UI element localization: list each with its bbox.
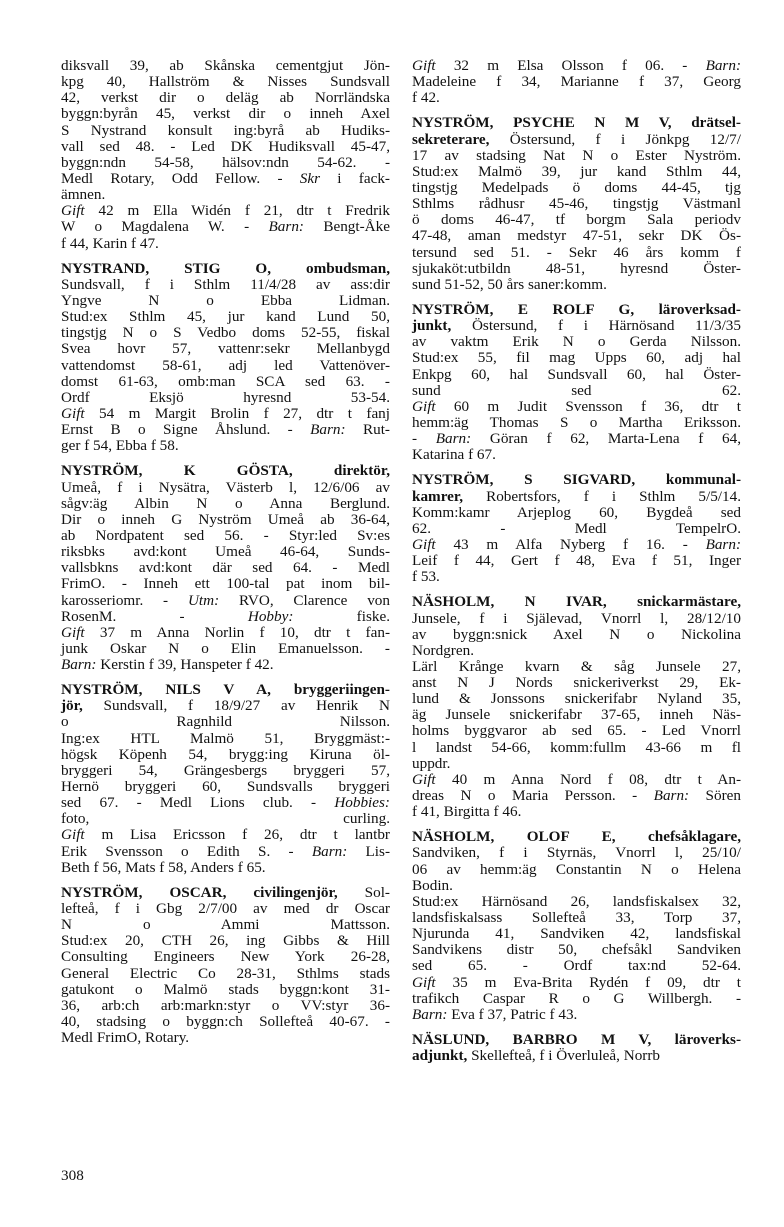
text-line (61, 682, 390, 698)
right-column (412, 58, 741, 1064)
text-line (61, 933, 390, 949)
line-text: ö doms 46-47, tf borgm Sala periodv (412, 211, 741, 229)
line-text: diksvall 39, ab Skånska cementgjut Jön- (61, 57, 390, 74)
line-text: Östersund, f i Jönkpg 12/7/ (489, 130, 741, 148)
entry-heading-text: NYSTRÖM, E ROLF G, läroverksad- (412, 300, 741, 318)
line-text: Bodin. (412, 876, 453, 894)
biography-entry (61, 682, 390, 876)
text-line (61, 885, 390, 901)
line-text: Stud:ex Sthlm 45, jur kand Lund 50, (61, 308, 390, 326)
text-line (412, 334, 741, 350)
text-line (412, 115, 741, 131)
line-text: tingstjg Medelpads ö doms 44-45, tjg (412, 178, 741, 196)
italic-label: Gift (61, 623, 85, 641)
text-line (412, 132, 741, 148)
text-line (61, 293, 390, 309)
line-text: lund & Jonssons snickerifabr Nyland 35, (412, 690, 741, 708)
text-line (412, 1048, 741, 1064)
entry-heading-text: jör, (61, 697, 83, 715)
italic-label: Barn: (310, 421, 346, 439)
text-line (61, 187, 390, 203)
text-line (412, 472, 741, 488)
line-text: Stud:ex Malmö 39, jur kand Sthlm 44, (412, 162, 741, 180)
line-text: landsfiskalsass Sollefteå 33, Torp 37, (412, 909, 741, 927)
text-line (61, 463, 390, 479)
text-line (61, 731, 390, 747)
text-line (61, 236, 390, 252)
line-text: riksbks avd:kont Umeå 46-64, Sunds- (61, 543, 390, 561)
line-text: Svea hovr 57, vattenr:sekr Mellanbygd (61, 340, 390, 358)
biography-entry (61, 261, 390, 455)
line-text: Stud:ex 55, fil mag Upps 60, adj hal (412, 349, 741, 367)
line-text: byggn:ndn 54-58, hälsov:ndn 54-62. - (61, 153, 390, 171)
text-line (412, 148, 741, 164)
text-line (412, 627, 741, 643)
text-line (412, 447, 741, 463)
line-text: byggn:byrån 45, verkst dir o inneh Axel (61, 105, 390, 123)
line-text: 40 m Anna Nord f 08, dtr t An- (435, 770, 741, 788)
text-line (412, 1032, 741, 1048)
entry-heading-text: NYSTRÖM, NILS V A, bryggeriingen- (61, 681, 390, 699)
italic-label: Barn: (412, 1005, 448, 1023)
text-line (61, 155, 390, 171)
text-line (61, 171, 390, 187)
entry-heading-text: NYSTRÖM, PSYCHE N M V, drätsel- (412, 114, 741, 132)
line-text: Göran f 62, Marta-Lena f 64, (471, 430, 741, 448)
line-text: bryggeri 54, Grängesbergs bryggeri 57, (61, 761, 390, 779)
line-text: W o Magdalena W. - (61, 218, 269, 236)
text-line (61, 576, 390, 592)
line-text: tersund sed 51. - Sekr 46 års komm f (412, 243, 741, 261)
italic-label: Barn: (435, 430, 472, 448)
text-line (412, 489, 741, 505)
line-text: Robertsfors, f i Sthlm 5/5/14. (463, 487, 741, 505)
line-text: sund sed 62. (412, 381, 741, 399)
text-line (412, 804, 741, 820)
text-line (412, 707, 741, 723)
text-line (412, 399, 741, 415)
text-line (61, 261, 390, 277)
biography-entry (412, 472, 741, 585)
text-line (61, 966, 390, 982)
line-text: fiske. (293, 607, 391, 625)
biography-entry (412, 115, 741, 293)
italic-label: Skr (299, 169, 321, 187)
entry-heading-text: adjunkt, (412, 1047, 468, 1065)
line-text: vallsbkns avd:kont där sed 64. - Medl (61, 559, 390, 577)
text-line (61, 763, 390, 779)
biography-entry (412, 1032, 741, 1064)
text-line (61, 998, 390, 1014)
text-line (61, 560, 390, 576)
italic-label: Utm: (187, 591, 220, 609)
text-line (412, 845, 741, 861)
line-text: Kerstin f 39, Hanspeter f 42. (96, 656, 274, 674)
line-text: 54 m Margit Brolin f 27, dtr t fanj (84, 404, 390, 422)
text-line (61, 779, 390, 795)
line-text: uppdr. (412, 754, 451, 772)
italic-label: Gift (412, 535, 436, 553)
line-text: 06 av hemm:äg Constantin N o Helena (412, 860, 741, 878)
text-line (412, 942, 741, 958)
line-text: i fack- (320, 169, 390, 187)
line-text: Leif f 44, Gert f 48, Eva f 51, Inger (412, 552, 741, 570)
entry-heading-text: kamrer, (412, 487, 464, 505)
text-line (412, 740, 741, 756)
entry-heading-text: NYSTRÖM, S SIGVARD, kommunal- (412, 471, 741, 489)
line-text: FrimO. - Inneh ett 100-tal pat inom bil- (61, 575, 390, 593)
text-line (412, 975, 741, 991)
line-text: m Lisa Ericsson f 26, dtr t lantbr (84, 826, 390, 844)
line-text: - (412, 430, 436, 448)
line-text: Enkpg 60, hal Sundsvall 60, hal Öster- (412, 365, 741, 383)
text-line (61, 593, 390, 609)
text-line (61, 641, 390, 657)
text-line (412, 991, 741, 1007)
text-line (61, 74, 390, 90)
line-text: ger f 54, Ebba f 58. (61, 437, 179, 455)
line-text: av vaktm Erik N o Gerda Nilsson. (412, 333, 741, 351)
line-text: karosseriomr. - (61, 591, 188, 609)
line-text: Umeå, f i Nysätra, Västerb l, 12/6/06 av (61, 478, 390, 496)
line-text: Ordf Eksjö hyresnd 53-54. (61, 388, 390, 406)
text-line (412, 261, 741, 277)
line-text: Madeleine f 34, Marianne f 37, Georg (412, 73, 741, 91)
text-line (61, 714, 390, 730)
line-text: Komm:kamr Arjeplog 60, Bygdeå sed (412, 503, 741, 521)
text-line (61, 203, 390, 219)
text-line (412, 926, 741, 942)
entry-heading-text: NYSTRÖM, K GÖSTA, direktör, (61, 462, 390, 480)
text-line (61, 325, 390, 341)
text-line (61, 58, 390, 74)
text-line (412, 1007, 741, 1023)
italic-label: Gift (412, 57, 436, 74)
line-text: f 44, Karin f 47. (61, 234, 159, 252)
line-text: 37 m Anna Norlin f 10, dtr t fan- (84, 623, 390, 641)
line-text: äg Junsele snickerifabr 37-65, inneh Näs- (412, 706, 741, 724)
text-line (412, 910, 741, 926)
text-line (61, 374, 390, 390)
text-line (412, 196, 741, 212)
text-line (61, 1014, 390, 1030)
line-text: foto, curling. (61, 810, 390, 828)
line-text: kpg 40, Hallström & Nisses Sundsvall (61, 73, 390, 91)
text-line (412, 74, 741, 90)
line-text: N o Ammi Mattsson. (61, 916, 390, 934)
entry-heading-text: NÄSLUND, BARBRO M V, läroverks- (412, 1031, 741, 1049)
line-text: sund 51-52, 50 års saner:komm. (412, 275, 607, 293)
text-line (412, 537, 741, 553)
italic-label: Gift (412, 973, 436, 991)
line-text: Sthlms rådhusr 45-46, tingstjg Västmanl (412, 195, 741, 213)
text-line (61, 438, 390, 454)
line-text: f 53. (412, 568, 440, 586)
line-text: domst 61-63, omb:man SCA sed 63. - (61, 372, 390, 390)
text-line (412, 302, 741, 318)
line-text: tingstjg N o S Vedbo doms 52-55, fiskal (61, 324, 390, 342)
text-line (61, 358, 390, 374)
line-text: gatukont o Malmö stads byggn:kont 31- (61, 980, 390, 998)
text-line (412, 829, 741, 845)
italic-label: Barn: (311, 842, 348, 860)
line-text: Sundsvall, f 18/9/27 av Henrik N (82, 697, 390, 715)
line-text: 35 m Eva-Brita Rydén f 09, dtr t (435, 973, 741, 991)
text-line (412, 611, 741, 627)
line-text: Sol- (337, 883, 390, 901)
text-line (61, 747, 390, 763)
line-text: vattendomst 58-61, adj led Vattenöver- (61, 356, 390, 374)
italic-label: Gift (412, 397, 436, 415)
line-text: Bengt-Åke (303, 218, 390, 236)
text-line (61, 609, 390, 625)
entry-heading-text: NÄSHOLM, OLOF E, chefsåklagare, (412, 828, 741, 846)
line-text: Ernst B o Signe Åhslund. - (61, 421, 311, 439)
line-text: 42 m Ella Widén f 21, dtr t Fredrik (84, 202, 390, 220)
line-text: ab Nordpatent sed 56. - Styr:led Sv:es (61, 526, 390, 544)
text-line (412, 415, 741, 431)
text-line (412, 788, 741, 804)
text-line (61, 698, 390, 714)
line-text: 32 m Elsa Olsson f 06. - (435, 57, 706, 74)
line-text: 60 m Judit Svensson f 36, dtr t (435, 397, 741, 415)
biography-entry (412, 829, 741, 1023)
line-text: Rut- (345, 421, 390, 439)
text-line (61, 827, 390, 843)
line-text: junk Oskar N o Elin Emanuelsson. - (61, 639, 390, 657)
text-line (61, 496, 390, 512)
text-line (412, 505, 741, 521)
text-line (412, 383, 741, 399)
text-line (61, 625, 390, 641)
line-text: RVO, Clarence von (219, 591, 390, 609)
biography-entry (412, 58, 741, 106)
text-line (412, 594, 741, 610)
line-text: Lärl Krånge kvarn & såg Junsele 27, (412, 657, 741, 675)
text-line (61, 390, 390, 406)
line-text: Nordgren. (412, 641, 474, 659)
line-text: 42, verkst dir o deläg ab Norrländska (61, 89, 390, 107)
text-line (412, 756, 741, 772)
line-text: 47-48, aman medstyr 47-51, sekr DK Ös- (412, 227, 741, 245)
text-line (61, 341, 390, 357)
text-line (412, 277, 741, 293)
entry-heading-text: NYSTRÖM, OSCAR, civilingenjör, (61, 883, 338, 901)
line-text: RosenM. - (61, 607, 248, 625)
line-text: högsk Köpenh 54, brygg:ing Kiruna öl- (61, 745, 390, 763)
text-line (61, 949, 390, 965)
text-line (61, 860, 390, 876)
line-text: Njurunda 41, Sandviken 42, landsfiskal (412, 925, 741, 943)
italic-label: Hobby: (247, 607, 294, 625)
text-line (412, 431, 741, 447)
text-line (61, 1030, 390, 1046)
left-column (61, 58, 390, 1046)
text-line (412, 90, 741, 106)
line-text: vall sed 48. - Led DK Hudiksvall 45-47, (61, 137, 390, 155)
italic-label: Barn: (705, 535, 741, 553)
entry-heading-text: NYSTRAND, STIG O, ombudsman, (61, 259, 390, 277)
biography-entry (61, 463, 390, 673)
line-text: Ing:ex HTL Malmö 51, Bryggmäst:- (61, 729, 390, 747)
italic-label: Gift (61, 202, 85, 220)
line-text: l landst 54-66, komm:fullm 43-66 m fl (412, 738, 741, 756)
text-line (61, 219, 390, 235)
biography-entry (412, 594, 741, 820)
italic-label: Gift (61, 826, 85, 844)
text-line (412, 164, 741, 180)
text-line (61, 544, 390, 560)
text-line (412, 245, 741, 261)
line-text: dreas N o Maria Persson. - (412, 787, 654, 805)
text-line (412, 659, 741, 675)
text-line (412, 691, 741, 707)
line-text: S Nystrand konsult ing:byrå ab Hudiks- (61, 121, 390, 139)
text-line (61, 982, 390, 998)
line-text: Dir o inneh G Nyström Umeå ab 36-64, (61, 510, 390, 528)
italic-label: Barn: (268, 218, 304, 236)
page-number: 308 (61, 1167, 84, 1184)
line-text: Yngve N o Ebba Lidman. (61, 291, 390, 309)
line-text: Medl Rotary, Odd Fellow. - (61, 169, 300, 187)
line-text: trafikch Caspar R o G Willbergh. - (412, 989, 741, 1007)
text-line (412, 350, 741, 366)
italic-label: Barn: (705, 57, 741, 74)
line-text: 36, arb:ch arb:markn:styr o VV:styr 36- (61, 996, 390, 1014)
italic-label: Gift (61, 404, 85, 422)
line-text: Lis- (347, 842, 390, 860)
entry-heading-text: junkt, (412, 317, 452, 335)
line-text: anst N J Nords snickeriverkst 29, Ek- (412, 674, 741, 692)
text-line (61, 480, 390, 496)
line-text: Hernö bryggeri 60, Sundsvalls bryggeri (61, 778, 390, 796)
text-line (61, 90, 390, 106)
line-text: sjukaköt:utbildn 48-51, hyresnd Öster- (412, 259, 741, 277)
text-line (61, 657, 390, 673)
line-text: Eva f 37, Patric f 43. (447, 1005, 578, 1023)
italic-label: Gift (412, 770, 436, 788)
line-text: 62. - Medl TempelrO. (412, 519, 741, 537)
text-line (61, 277, 390, 293)
line-text: Stud:ex 20, CTH 26, ing Gibbs & Hill (61, 932, 390, 950)
line-text: Sören (689, 787, 741, 805)
entry-heading-text: NÄSHOLM, N IVAR, snickarmästare, (412, 593, 741, 611)
entry-heading-text: sekreterare, (412, 130, 490, 148)
line-text: Medl FrimO, Rotary. (61, 1029, 190, 1047)
text-line (61, 512, 390, 528)
text-line (61, 844, 390, 860)
line-text: sed 65. - Ordf tax:nd 52-64. (412, 957, 741, 975)
text-line (412, 367, 741, 383)
text-line (61, 406, 390, 422)
text-line (412, 228, 741, 244)
text-line (412, 675, 741, 691)
biography-entry (61, 885, 390, 1046)
line-text: sed 67. - Medl Lions club. - (61, 794, 335, 812)
text-line (61, 309, 390, 325)
line-text: holms byggvaror ab sed 65. - Led Vnorrl (412, 722, 741, 740)
text-line (412, 318, 741, 334)
text-line (412, 569, 741, 585)
text-line (412, 58, 741, 74)
text-line (61, 106, 390, 122)
text-line (61, 901, 390, 917)
line-text: 17 av stadsing Nat N o Ester Nyström. (412, 146, 741, 164)
text-line (412, 958, 741, 974)
text-line (412, 521, 741, 537)
text-line (412, 212, 741, 228)
line-text: f 42. (412, 89, 440, 107)
biography-entry (412, 302, 741, 463)
line-text: av byggn:snick Axel N o Nickolina (412, 625, 741, 643)
text-line (61, 811, 390, 827)
text-line (412, 553, 741, 569)
text-line (61, 422, 390, 438)
text-line (61, 917, 390, 933)
line-text: Erik Svensson o Edith S. - (61, 842, 312, 860)
line-text: Beth f 56, Mats f 58, Anders f 65. (61, 858, 266, 876)
text-line (412, 894, 741, 910)
line-text: Stud:ex Härnösand 26, landsfiskalsex 32, (412, 892, 741, 910)
line-text: sågv:äg Albin N o Anna Berglund. (61, 494, 390, 512)
text-line (61, 123, 390, 139)
text-line (412, 723, 741, 739)
line-text: General Electric Co 28-31, Sthlms stads (61, 964, 390, 982)
line-text: Sandvikens distr 50, chefsåkl Sandviken (412, 941, 741, 959)
text-line (61, 139, 390, 155)
text-line (412, 643, 741, 659)
line-text: f 41, Birgitta f 46. (412, 803, 522, 821)
text-line (412, 180, 741, 196)
line-text: Sundsvall, f i Sthlm 11/4/28 av ass:dir (61, 275, 390, 293)
italic-label: Barn: (653, 787, 690, 805)
text-line (412, 862, 741, 878)
line-text: ämnen. (61, 186, 106, 204)
line-text: 40, stadsing o byggn:ch Sollefteå 40-67. - (61, 1013, 390, 1031)
line-text: lefteå, f i Gbg 2/7/00 av med dr Oscar (61, 900, 390, 918)
line-text: Skellefteå, f i Överluleå, Norrb (467, 1047, 661, 1065)
biography-entry (61, 58, 390, 252)
text-line (412, 878, 741, 894)
line-text: Sandviken, f i Styrnäs, Vnorrl l, 25/10/ (412, 844, 741, 862)
line-text: o Ragnhild Nilsson. (61, 713, 390, 731)
line-text: Östersund, f i Härnösand 11/3/35 (451, 317, 741, 335)
line-text: Junsele, f i Själevad, Vnorrl l, 28/12/10 (412, 609, 741, 627)
italic-label: Hobbies: (334, 794, 390, 812)
text-line (61, 528, 390, 544)
line-text: 43 m Alfa Nyberg f 16. - (435, 535, 706, 553)
line-text: hemm:äg Thomas S o Martha Eriksson. (412, 413, 741, 431)
text-line (412, 772, 741, 788)
line-text: Katarina f 67. (412, 446, 496, 464)
text-line (61, 795, 390, 811)
line-text: Consulting Engineers New York 26-28, (61, 948, 390, 966)
italic-label: Barn: (61, 656, 97, 674)
